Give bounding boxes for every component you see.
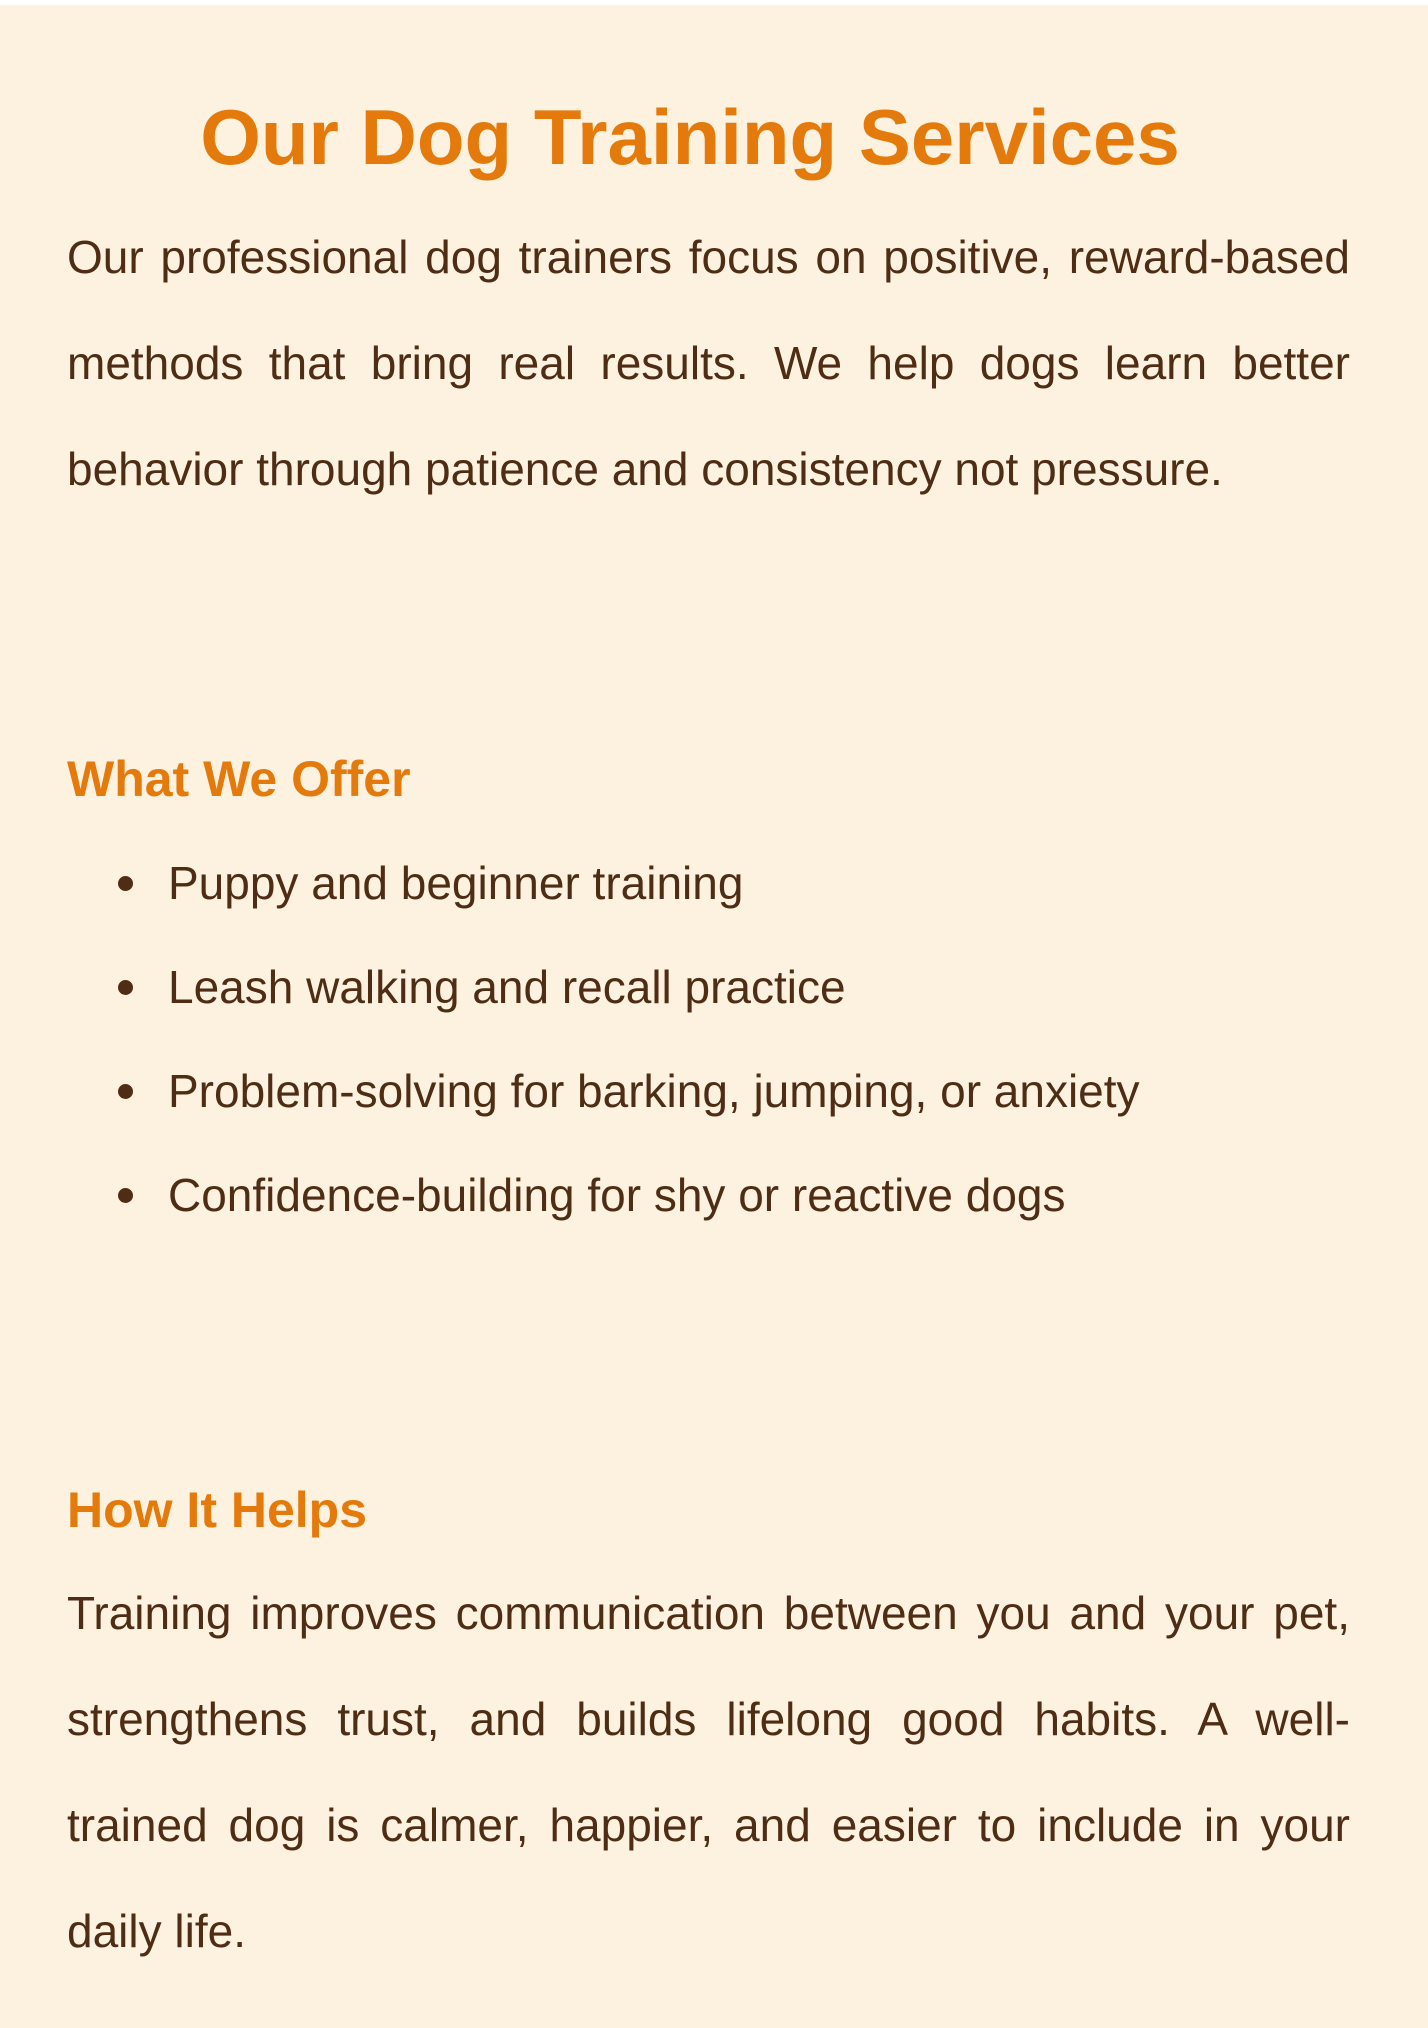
- offer-heading: What We Offer: [67, 751, 411, 807]
- list-item: Leash walking and recall practice: [168, 935, 1350, 1039]
- helps-paragraph: Training improves communication between you and your pet, strengthens trust, and builds lifelong good habits. A well-trained dog is calmer, happier, and easier to include in your daily life.: [67, 1587, 1350, 1957]
- list-item: Puppy and beginner training: [168, 831, 1350, 935]
- intro-paragraph: Our professional dog trainers focus on positive, reward-based methods that bring real results. We help dogs learn better behavior through patience and consistency not pressure.: [67, 231, 1350, 495]
- helps-heading: How It Helps: [67, 1482, 368, 1538]
- offer-list: [67, 831, 1350, 1247]
- page-title: Our Dog Training Services: [200, 93, 1180, 181]
- document-page: [0, 5, 1428, 2028]
- list-item: Problem-solving for barking, jumping, or anxiety: [168, 1039, 1350, 1143]
- list-item: Confidence-building for shy or reactive dogs: [168, 1143, 1350, 1247]
